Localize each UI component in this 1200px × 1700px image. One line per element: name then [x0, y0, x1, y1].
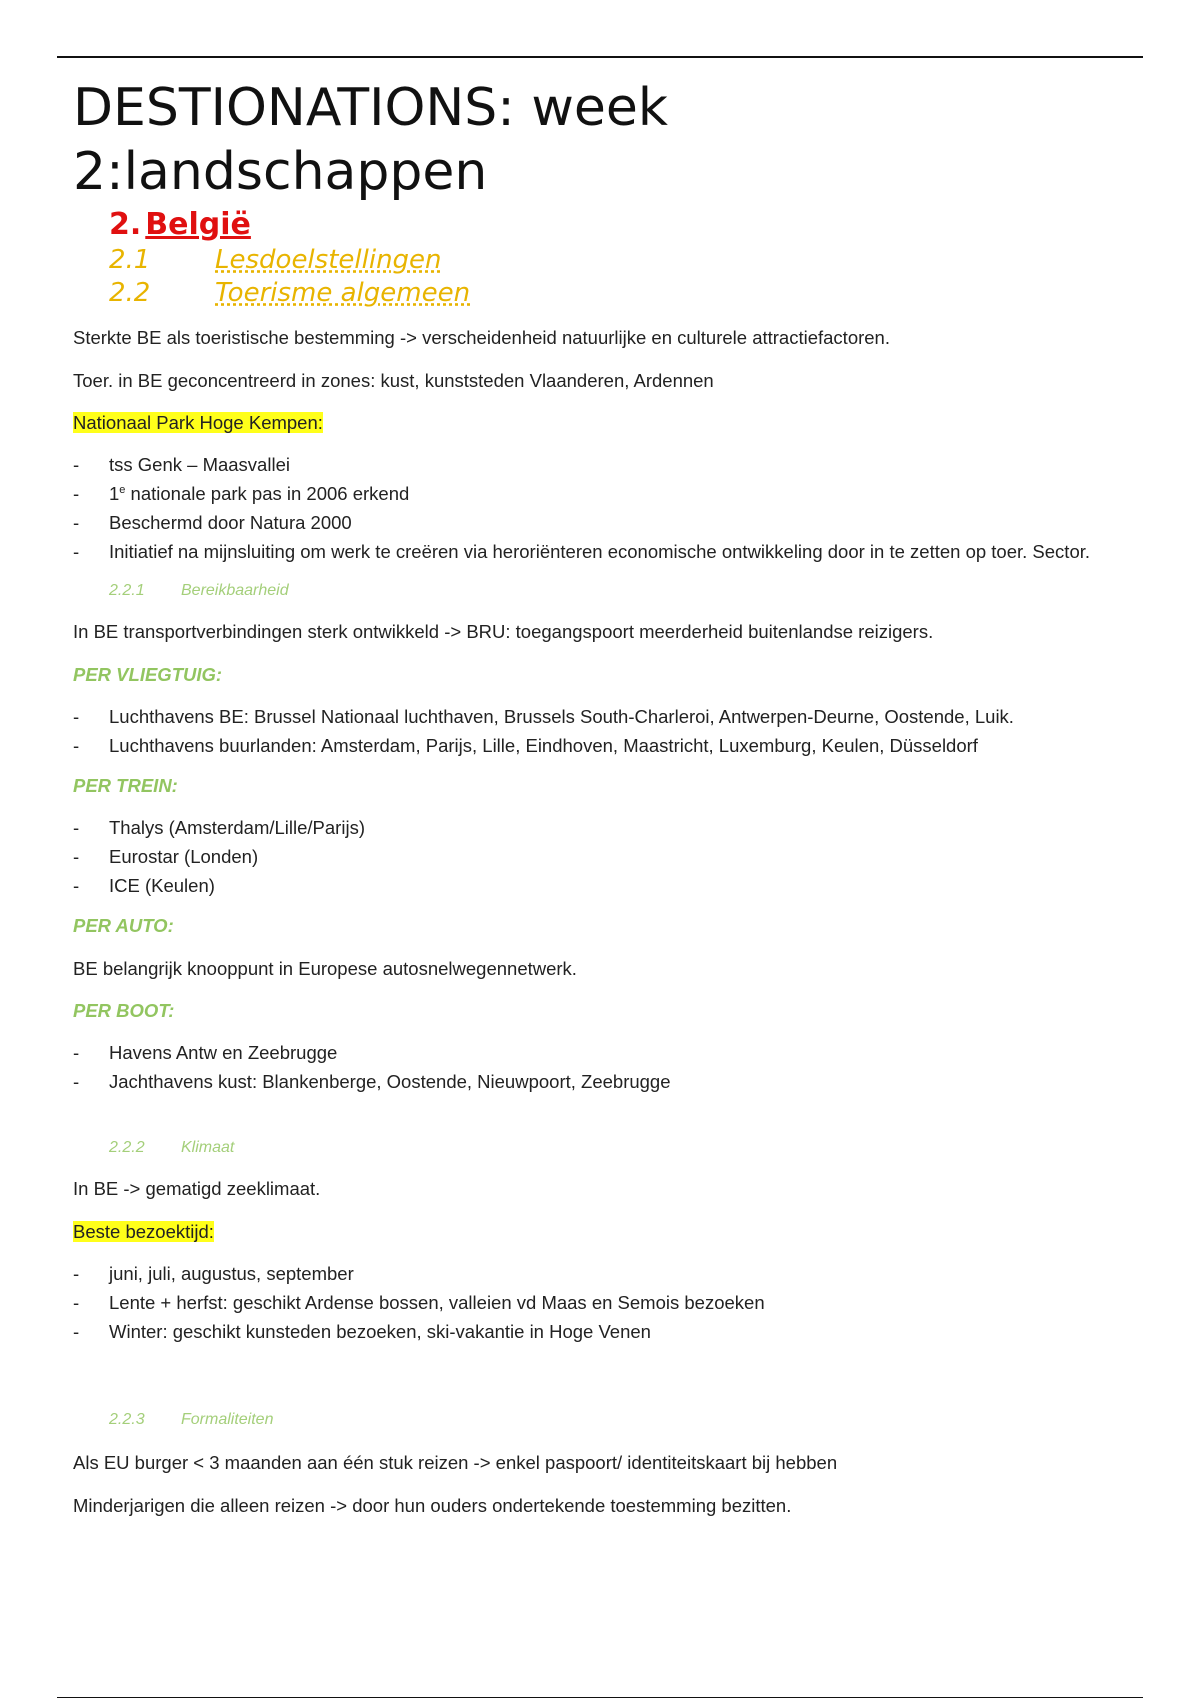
document-content: [73, 76, 1123, 1518]
heading-bereikbaarheid: [109, 580, 1123, 602]
list-item: - tss Genk – Maasvallei: [73, 450, 1123, 479]
paragraph-klimaat: In BE -> gematigd zeeklimaat.: [73, 1178, 321, 1199]
list-item: - Winter: geschikt kunsteden bezoeken, ski-vakantie in Hoge Venen: [73, 1317, 1123, 1346]
list-item: - Jachthavens kust: Blankenberge, Oostende, Nieuwpoort, Zeebrugge: [73, 1067, 1123, 1096]
list-item: - 1e nationale park pas in 2006 erkend: [73, 479, 1123, 508]
title-line-2: 2:landschappen: [73, 142, 488, 202]
paragraph-formaliteiten-1: Als EU burger < 3 maanden aan één stuk reizen -> enkel paspoort/ identiteitskaart bij hebben: [73, 1452, 838, 1473]
heading-text: België: [145, 207, 251, 242]
highlighted-heading: Beste bezoektijd:: [73, 1221, 214, 1242]
list-item: - juni, juli, augustus, september: [73, 1259, 1123, 1288]
toc-number: 2.1: [109, 245, 151, 275]
title-line-1: DESTIONATIONS: week: [73, 78, 668, 138]
park-heading: [73, 411, 1123, 435]
heading-auto: PER AUTO:: [73, 915, 174, 936]
heading-number: 2.: [109, 207, 142, 242]
toc-item-toerisme-algemeen[interactable]: [109, 277, 1123, 310]
plane-list: [73, 702, 1123, 760]
paragraph-sterkte: Sterkte BE als toeristische bestemming -> verscheidenheid natuurlijke en culturele attractiefactoren.: [73, 327, 890, 348]
document-title: [73, 76, 1123, 204]
visit-list: [73, 1259, 1123, 1346]
heading-formaliteiten: [109, 1409, 1123, 1431]
section-title: Formaliteiten: [181, 1411, 274, 1428]
paragraph-zones: Toer. in BE geconcentreerd in zones: kust, kunststeden Vlaanderen, Ardennen: [73, 370, 714, 391]
toc-number: 2.2: [109, 278, 151, 308]
bottom-rule: [57, 1697, 1143, 1698]
list-item: - Luchthavens buurlanden: Amsterdam, Parijs, Lille, Eindhoven, Maastricht, Luxemburg, Keulen, Düsseldorf: [73, 731, 1123, 760]
list-item: - Luchthavens BE: Brussel Nationaal luchthaven, Brussels South-Charleroi, Antwerpen-Deurne, Oostende, Luik.: [73, 702, 1123, 731]
list-item: - Havens Antw en Zeebrugge: [73, 1038, 1123, 1067]
toc-link[interactable]: Toerisme algemeen: [215, 278, 471, 308]
visit-heading: [73, 1220, 1123, 1244]
paragraph-formaliteiten-2: Minderjarigen die alleen reizen -> door hun ouders ondertekende toestemming bezitten.: [73, 1495, 792, 1516]
park-list: [73, 450, 1123, 566]
section-title: Bereikbaarheid: [181, 582, 289, 599]
boat-list: [73, 1038, 1123, 1096]
heading-vliegtuig: PER VLIEGTUIG:: [73, 664, 223, 685]
heading-boot: PER BOOT:: [73, 1000, 175, 1021]
section-number: 2.2.1: [109, 582, 145, 599]
section-number: 2.2.3: [109, 1411, 145, 1428]
list-item: - ICE (Keulen): [73, 871, 1123, 900]
section-title: Klimaat: [181, 1139, 235, 1156]
toc-link[interactable]: Lesdoelstellingen: [215, 245, 442, 275]
heading-klimaat: [109, 1137, 1123, 1159]
train-list: [73, 813, 1123, 900]
top-rule: [57, 56, 1143, 58]
superscript: e: [119, 483, 126, 496]
list-item: - Thalys (Amsterdam/Lille/Parijs): [73, 813, 1123, 842]
list-item: - Lente + herfst: geschikt Ardense bossen, valleien vd Maas en Semois bezoeken: [73, 1288, 1123, 1317]
highlighted-heading: Nationaal Park Hoge Kempen:: [73, 412, 323, 433]
section-number: 2.2.2: [109, 1139, 145, 1156]
paragraph-auto: BE belangrijk knooppunt in Europese autosnelwegennetwerk.: [73, 958, 577, 979]
paragraph-transport: In BE transportverbindingen sterk ontwikkeld -> BRU: toegangspoort meerderheid buitenlandse reizigers.: [73, 621, 934, 642]
heading-belgie: [109, 206, 1123, 244]
list-item: - Eurostar (Londen): [73, 842, 1123, 871]
list-item: - Initiatief na mijnsluiting om werk te creëren via heroriënteren economische ontwikkeling door in te zetten op toer. Sector.: [73, 537, 1123, 566]
list-item: - Beschermd door Natura 2000: [73, 508, 1123, 537]
heading-trein: PER TREIN:: [73, 775, 178, 796]
toc-item-lesdoelstellingen[interactable]: [109, 244, 1123, 277]
